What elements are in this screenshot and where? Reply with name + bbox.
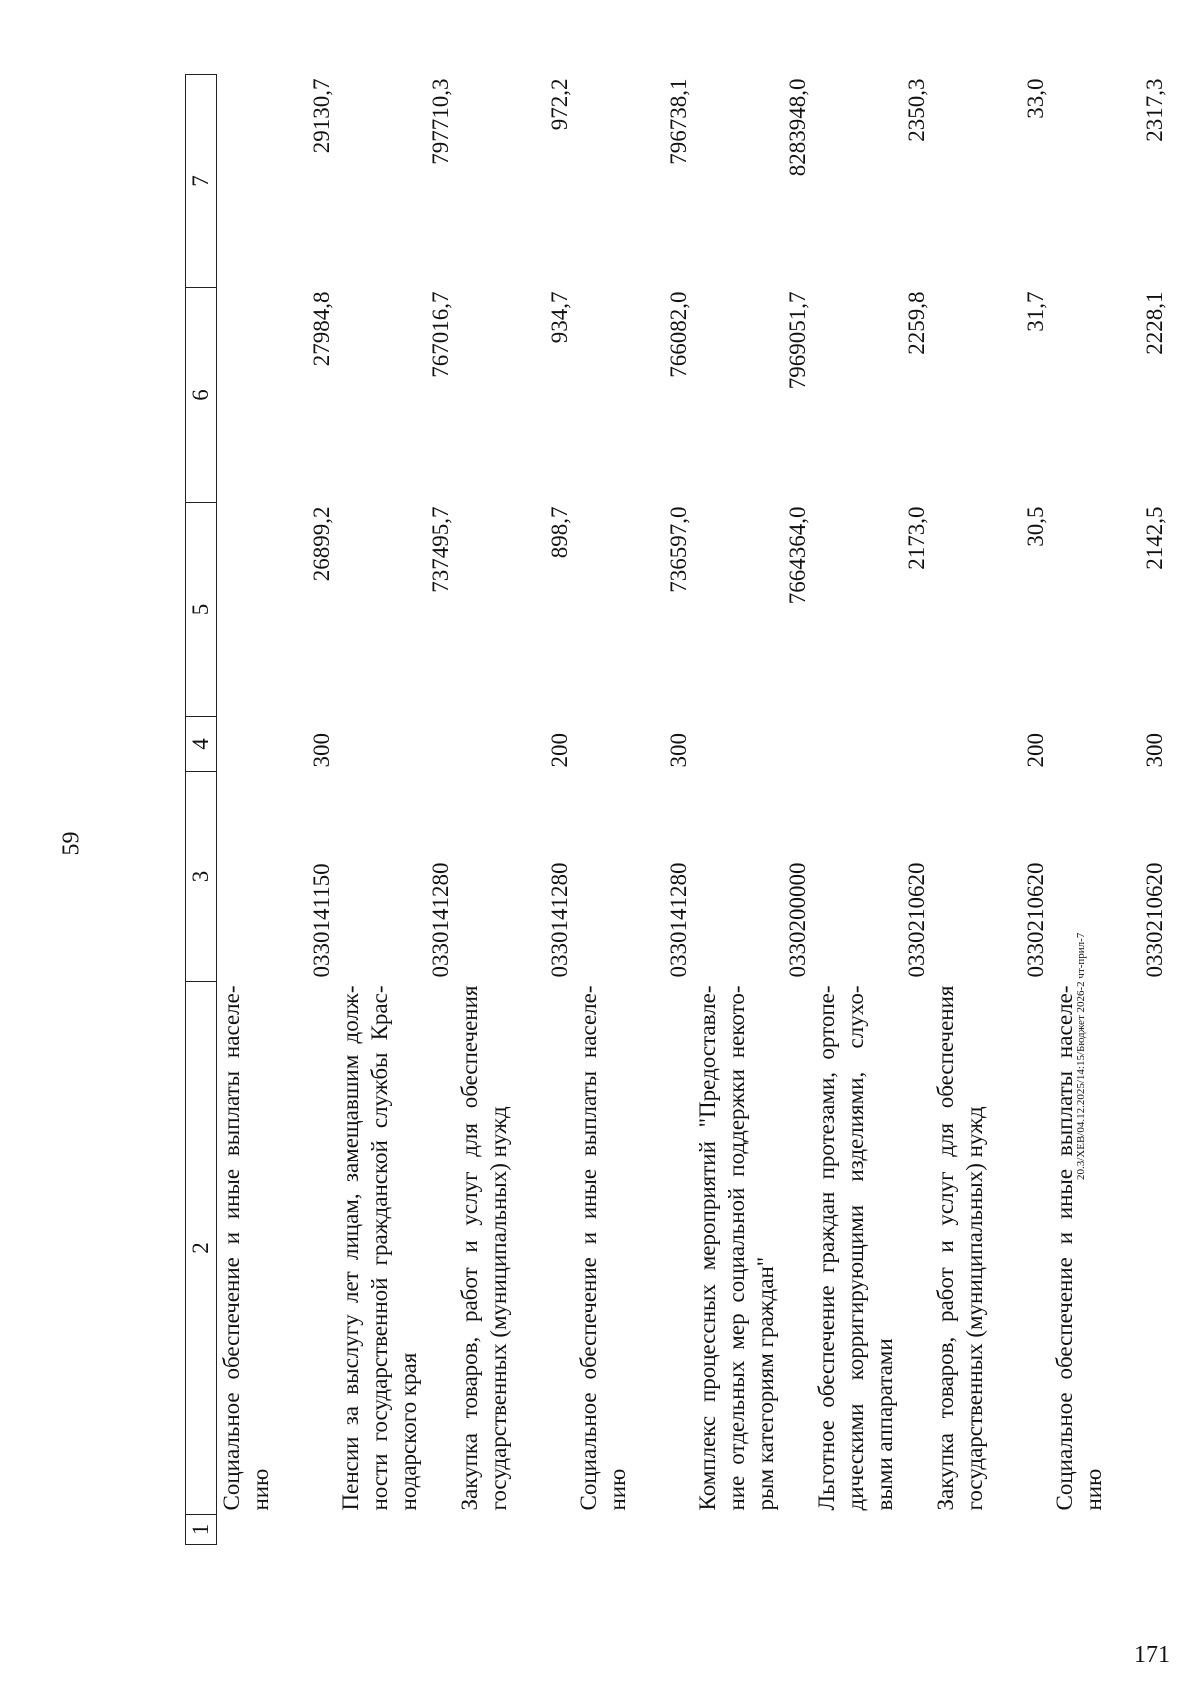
row-amount-col5: 2173,0 <box>903 506 929 570</box>
row-amount-col6: 7969051,7 <box>784 291 810 390</box>
row-target-code: 0330141280 <box>427 862 453 978</box>
table-row <box>574 75 693 1545</box>
row-expense-type <box>336 717 455 772</box>
row-expense-type <box>693 717 812 772</box>
row-expense-type: 300 <box>665 733 691 768</box>
table-row <box>1050 75 1169 1545</box>
row-amount-col7: 797710,3 <box>427 78 453 165</box>
table-row <box>455 75 574 1545</box>
row-amount-col5: 898,7 <box>546 506 572 559</box>
row-number-cell <box>693 1515 812 1545</box>
row-description: Социальное обеспечение и иные выплаты населе-нию <box>219 985 273 1511</box>
row-amount-col6: 767016,7 <box>427 291 453 378</box>
row-amount-col6: 2228,1 <box>1141 291 1167 355</box>
row-amount-col5: 736597,0 <box>665 506 691 593</box>
row-amount-col5: 2142,5 <box>1141 506 1167 570</box>
row-amount-col6: 31,7 <box>1022 291 1048 332</box>
row-number-cell <box>336 1515 455 1545</box>
row-expense-type: 200 <box>1022 733 1048 768</box>
table-row <box>931 75 1050 1545</box>
table-row <box>336 75 455 1545</box>
row-description: Льготное обеспечение граждан протезами, ортопе-дическими корригирующими изделиями, слухо-выми аппаратами <box>813 985 897 1511</box>
header-col-6: 6 <box>186 288 217 503</box>
document-footer-code: 20.3/ХЕВ/04.12.2025/14:15/Бюджет 2026-2 чт-прил-7 <box>1075 932 1087 1180</box>
row-description: Пенсии за выслугу лет лицам, замещавшим долж-ности государственной гражданской службы Крас-нодарского края <box>337 985 421 1511</box>
header-col-1: 1 <box>186 1515 217 1545</box>
row-expense-type: 200 <box>546 733 572 768</box>
budget-table <box>185 74 1169 1545</box>
row-amount-col6: 27984,8 <box>308 291 334 367</box>
row-amount-col5: 30,5 <box>1022 506 1048 547</box>
row-amount-col7: 8283948,0 <box>784 78 810 177</box>
row-number-cell <box>574 1515 693 1545</box>
header-col-7: 7 <box>186 75 217 288</box>
header-col-5: 5 <box>186 503 217 717</box>
row-target-code: 0330200000 <box>784 862 810 978</box>
table-body <box>217 75 1169 1545</box>
row-description: Закупка товаров, работ и услуг для обеспечения государственных (муниципальных) нужд <box>932 985 987 1511</box>
row-description: Комплекс процессных мероприятий "Предоставле-ние отдельных мер социальной поддержки некото-рым категориям граждан" <box>694 985 778 1511</box>
row-amount-col7: 2350,3 <box>903 78 929 142</box>
row-target-code: 0330210620 <box>1141 862 1167 978</box>
row-target-code: 0330141280 <box>546 862 572 978</box>
row-amount-col7: 29130,7 <box>308 78 334 154</box>
page-number-bottom: 171 <box>1134 1642 1170 1668</box>
table-row <box>812 75 931 1545</box>
row-amount-col7: 33,0 <box>1022 78 1048 119</box>
row-amount-col5: 7664364,0 <box>784 506 810 605</box>
row-amount-col7: 2317,3 <box>1141 78 1167 142</box>
row-target-code: 0330210620 <box>903 862 929 978</box>
page-number-top: 59 <box>58 831 85 856</box>
row-description: Закупка товаров, работ и услуг для обеспечения государственных (муниципальных) нужд <box>456 985 511 1511</box>
row-number-cell <box>217 1515 336 1545</box>
row-description: Социальное обеспечение и иные выплаты населе-нию <box>1051 985 1106 1511</box>
row-description: Социальное обеспечение и иные выплаты населе-нию <box>575 985 630 1511</box>
header-col-2: 2 <box>186 982 217 1515</box>
row-expense-type: 300 <box>1141 733 1167 768</box>
row-amount-col5: 737495,7 <box>427 506 453 593</box>
table-row <box>693 75 812 1545</box>
row-number-cell <box>1050 1515 1169 1545</box>
row-expense-type: 300 <box>308 733 334 768</box>
row-amount-col7: 796738,1 <box>665 78 691 165</box>
row-amount-col6: 934,7 <box>546 291 572 344</box>
row-target-code: 0330141280 <box>665 862 691 978</box>
row-number-cell <box>931 1515 1050 1545</box>
row-amount-col7: 972,2 <box>546 78 572 131</box>
row-amount-col6: 766082,0 <box>665 291 691 378</box>
table-header <box>186 75 217 1545</box>
row-target-code: 0330210620 <box>1022 862 1048 978</box>
row-expense-type <box>812 717 931 772</box>
header-col-3: 3 <box>186 772 217 982</box>
row-target-code: 0330141150 <box>308 863 334 978</box>
row-amount-col6: 2259,8 <box>903 291 929 355</box>
row-amount-col5: 26899,2 <box>308 506 334 582</box>
table-row <box>217 75 336 1545</box>
row-number-cell <box>455 1515 574 1545</box>
row-number-cell <box>812 1515 931 1545</box>
header-col-4: 4 <box>186 717 217 772</box>
